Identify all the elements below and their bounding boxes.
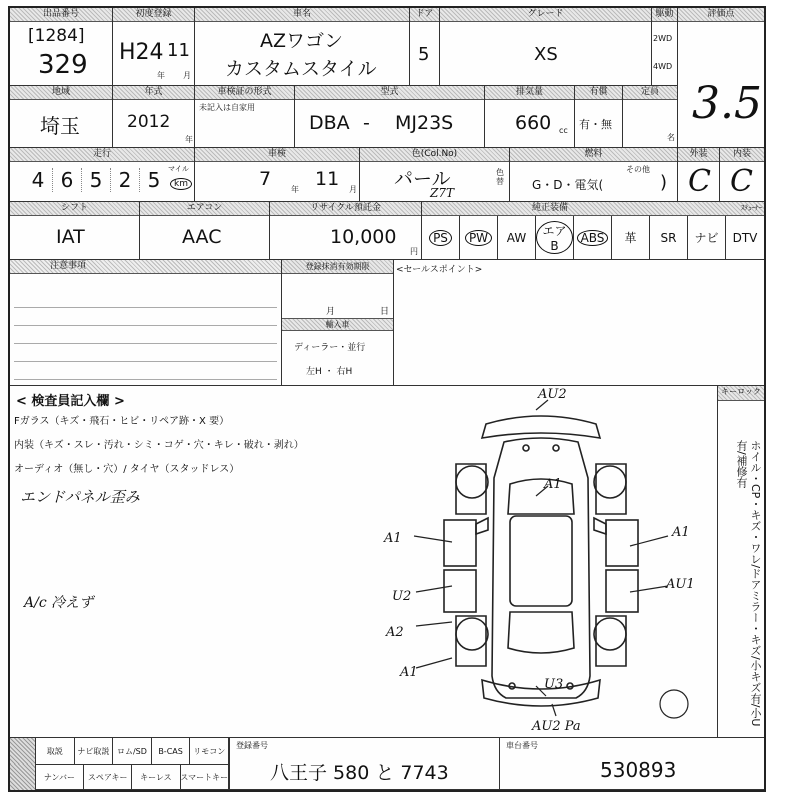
accessory-item xyxy=(181,764,230,790)
inspector-line2: 内装（キズ・スレ・汚れ・シミ・コゲ・穴・キレ・破れ・剥れ） xyxy=(14,440,304,451)
inspector-line3: オーディオ（無し・穴）/ タイヤ（スタッドレス） xyxy=(14,464,240,475)
plate-value: 八王子 580 と 7743 xyxy=(270,762,449,784)
accessory-label: ナンバー xyxy=(43,772,75,782)
exterior-value: C xyxy=(688,164,711,199)
equipment-label: ABS xyxy=(577,230,609,246)
katashiki-dash: - xyxy=(363,112,370,134)
shaken-cell xyxy=(195,148,360,202)
doors-header: ドア xyxy=(410,8,439,22)
car-name-cell xyxy=(195,8,410,86)
mileage-digits xyxy=(24,168,168,192)
equipment-item xyxy=(574,216,612,259)
equipment-item xyxy=(536,216,574,259)
dealer-option: ディーラー・並行 xyxy=(294,343,366,353)
katashiki-cell xyxy=(295,86,485,148)
model-year-unit: 年 xyxy=(185,135,193,144)
damage-mark-rear-bumper: AU2 xyxy=(538,387,567,402)
drive-2wd: 2WD xyxy=(653,34,673,43)
aircon-header: エアコン xyxy=(140,202,269,216)
damage-mark-left-rear-fender: A2 xyxy=(386,625,404,640)
equipment-item xyxy=(650,216,688,259)
damage-mark-front-bumper: AU2 Pa xyxy=(532,719,581,734)
mileage-digit: 5 xyxy=(147,168,161,192)
caution-lines xyxy=(14,290,277,380)
tuner-header-label: ｽﾃｭｰﾅｰ xyxy=(741,204,762,212)
lot-cell xyxy=(10,8,113,86)
import-header: 車検証の形式 xyxy=(195,86,294,100)
equipment-cell xyxy=(422,202,764,260)
doors-cell xyxy=(410,8,440,86)
teiin-unit: 名 xyxy=(667,133,675,142)
damage-mark-front-hood: U3 xyxy=(544,677,564,692)
damage-mark-right-front-door: A1 xyxy=(672,525,690,540)
caution-cell xyxy=(10,260,282,386)
mileage-header: 走行 xyxy=(10,148,194,162)
accessory-label: キーレス xyxy=(140,772,172,782)
lot-bracket: [1284] xyxy=(28,26,85,46)
damage-mark-right-rear-door: AU1 xyxy=(666,577,695,592)
deadline-month: 月 xyxy=(326,307,336,317)
car-name-header: 車名 xyxy=(195,8,409,22)
recycle-value: 10,000 xyxy=(330,226,397,248)
lot-number: 329 xyxy=(38,50,88,80)
equipment-label: AW xyxy=(506,230,527,245)
fuel-other-label: その他 xyxy=(626,165,650,174)
accessory-item xyxy=(75,738,114,764)
first-reg-header: 初度登録 xyxy=(113,8,194,22)
color-cell xyxy=(360,148,510,202)
drive-4wd: 4WD xyxy=(653,62,673,71)
grade-value: XS xyxy=(534,44,558,65)
color-header: 色(Col.No) xyxy=(360,148,509,162)
interior-value: C xyxy=(730,164,753,199)
accessory-label: リモコン xyxy=(193,746,226,756)
accessory-row-1 xyxy=(10,738,229,765)
shaken-year-unit: 年 xyxy=(291,185,299,194)
accessory-item xyxy=(113,738,152,764)
region-header: 地域 xyxy=(10,86,112,100)
aircon-value: AAC xyxy=(182,226,222,248)
cc-value: 660 xyxy=(515,112,552,134)
mileage-digit: 4 xyxy=(24,168,53,192)
equipment-label: ナビ xyxy=(694,231,719,245)
accessory-item xyxy=(190,738,229,764)
yumu-cell xyxy=(575,86,623,148)
equipment-header-label: 純正装備 xyxy=(532,203,569,213)
accessory-label: ナビ取説 xyxy=(77,746,110,756)
teiin-header: 定員 xyxy=(623,86,677,100)
import-note: 未記入は自家用 xyxy=(199,103,255,112)
shift-cell xyxy=(10,202,140,260)
inspector-handwriting-1: エンドパネル歪み xyxy=(20,488,140,506)
grade-cell xyxy=(440,8,652,86)
equipment-label: SR xyxy=(660,230,677,245)
accessory-item xyxy=(132,764,180,790)
accessory-marker xyxy=(10,764,36,790)
equipment-item xyxy=(688,216,726,259)
accessory-label: 取説 xyxy=(46,746,63,756)
accessory-item xyxy=(84,764,132,790)
equipment-label: PW xyxy=(465,230,492,246)
accessory-label: B-CAS xyxy=(158,746,183,756)
shaken-month: 11 xyxy=(315,168,340,190)
equipment-item xyxy=(726,216,764,259)
lot-header: 出品番号 xyxy=(10,8,112,22)
plate-label: 登録番号 xyxy=(236,741,268,750)
model-year-header: 年式 xyxy=(113,86,194,100)
color-code: Z7T xyxy=(430,186,454,200)
fuel-header: 燃料 xyxy=(510,148,677,162)
katashiki-header: 型式 xyxy=(295,86,484,100)
recycle-yen: 円 xyxy=(410,247,418,256)
equipment-item xyxy=(422,216,460,259)
equipment-label: DTV xyxy=(732,230,758,245)
score-cell xyxy=(678,8,764,148)
cc-unit: cc xyxy=(559,126,568,135)
drive-header: 駆動 xyxy=(652,8,677,22)
caution-header: 注意事項 xyxy=(10,260,281,274)
region-value: 埼玉 xyxy=(40,114,80,138)
shaken-month-unit: 月 xyxy=(349,185,357,194)
mileage-digit: 5 xyxy=(82,168,111,192)
shift-value: IAT xyxy=(56,226,85,248)
sales-point-cell xyxy=(394,260,764,386)
equipment-label: エアB xyxy=(536,221,573,254)
color-value: パール xyxy=(394,168,451,190)
teiin-cell xyxy=(623,86,678,148)
deadline-day: 日 xyxy=(380,307,390,317)
deadline-cell xyxy=(282,260,394,386)
chassis-cell xyxy=(500,738,764,790)
doors-value: 5 xyxy=(418,44,430,65)
accessory-marker xyxy=(10,738,36,764)
first-reg-year: H24 xyxy=(119,40,164,65)
recycle-cell xyxy=(270,202,422,260)
accessory-item xyxy=(36,764,84,790)
katashiki-prefix: DBA xyxy=(309,112,350,134)
accessory-label: スペアキー xyxy=(87,772,128,782)
fuel-value: G・D・電気( xyxy=(532,178,604,192)
interior-header: 内装 xyxy=(720,148,764,162)
equipment-item xyxy=(498,216,536,259)
equipment-item xyxy=(460,216,498,259)
damage-mark-left-front-door: A1 xyxy=(384,531,402,546)
mileage-unit-mile: マイル xyxy=(168,165,189,173)
region-cell xyxy=(10,86,113,148)
exterior-header: 外装 xyxy=(678,148,719,162)
exterior-cell xyxy=(678,148,720,202)
shift-header: シフト xyxy=(10,202,139,216)
accessory-item xyxy=(152,738,191,764)
inspector-handwriting-2: A/c 冷えず xyxy=(24,595,94,611)
equipment-label: PS xyxy=(429,230,452,246)
keylock-header: キーロック xyxy=(718,386,764,401)
inspector-title: < 検査員記入欄 > xyxy=(16,394,125,409)
interior-cell xyxy=(720,148,764,202)
score-header: 評価点 xyxy=(678,8,764,22)
model-year-value: 2012 xyxy=(127,112,171,132)
mileage-digit: 2 xyxy=(111,168,140,192)
accessory-label: ロム/SD xyxy=(116,746,147,756)
inspector-line1: Fガラス（キズ・飛石・ヒビ・リペア跡・X 要） xyxy=(14,416,230,427)
chassis-value: 530893 xyxy=(600,758,677,782)
damage-mark-roof: A1 xyxy=(544,477,562,492)
car-name-line1: AZワゴン xyxy=(260,30,344,52)
recycle-header: リサイクル預託金 xyxy=(270,202,421,216)
keylock-cell xyxy=(718,386,764,738)
side-note: ホイル・CP・キズ・ワレ/ドアミラー・キズ/小キズ有/小U有/補修有 xyxy=(735,440,762,727)
damage-mark-left-quarter: A1 xyxy=(400,665,418,680)
equipment-header xyxy=(422,202,764,216)
mileage-unit-km: km xyxy=(170,178,192,190)
year-unit: 年 xyxy=(157,71,165,80)
grade-header: グレード xyxy=(440,8,651,22)
month-unit: 月 xyxy=(183,71,191,80)
accessory-cell xyxy=(10,738,230,790)
cc-header: 排気量 xyxy=(485,86,574,100)
fuel-cell xyxy=(510,148,678,202)
accessory-row-2 xyxy=(10,764,229,790)
katashiki-value: MJ23S xyxy=(395,112,454,134)
cc-cell xyxy=(485,86,575,148)
accessory-item xyxy=(36,738,75,764)
handle-option: 左H ・ 右H xyxy=(306,367,353,377)
inspector-cell xyxy=(10,386,718,738)
mileage-digit: 6 xyxy=(53,168,82,192)
sales-point-label: <セールスポイント> xyxy=(396,265,483,275)
yumu-value: 有・無 xyxy=(579,118,612,131)
equipment-label: 革 xyxy=(624,231,637,245)
shaken-header: 車検 xyxy=(195,148,359,162)
car-name-line2: カスタムスタイル xyxy=(225,58,377,80)
plate-cell xyxy=(230,738,500,790)
auction-sheet xyxy=(8,6,766,792)
equipment-row xyxy=(422,216,764,259)
model-year-cell xyxy=(113,86,195,148)
accessory-label: スマートキー xyxy=(180,772,229,782)
fuel-close: ) xyxy=(660,172,668,193)
drive-cell xyxy=(652,8,678,86)
yumu-header: 有償 xyxy=(575,86,622,100)
chassis-label: 車台番号 xyxy=(506,741,538,750)
equipment-item xyxy=(612,216,650,259)
mileage-cell xyxy=(10,148,195,202)
shaken-year: 7 xyxy=(259,168,272,190)
car-damage-diagram xyxy=(376,386,706,734)
deadline-header: 登録抹消有効期限 xyxy=(282,260,393,274)
score-value: 3.5 xyxy=(692,78,762,129)
first-reg-month: 11 xyxy=(167,40,190,61)
import-cell xyxy=(195,86,295,148)
color-change: 色替 xyxy=(496,168,504,186)
import-sub-header: 輸入車 xyxy=(282,318,393,331)
damage-mark-left-rear-door: U2 xyxy=(392,589,412,604)
first-reg-cell xyxy=(113,8,195,86)
aircon-cell xyxy=(140,202,270,260)
